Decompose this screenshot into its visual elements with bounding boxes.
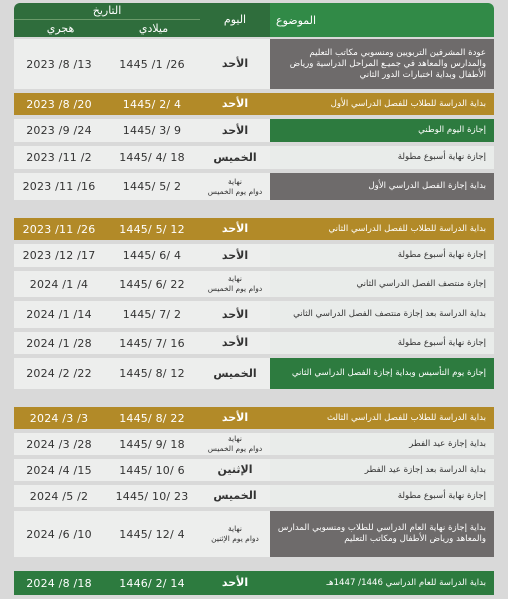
subject-cell: بداية الدراسة للطلاب للفصل الدراسي الثالث [270, 407, 494, 429]
day-name: نهاية [228, 524, 242, 533]
gregorian-date: 18/ 8/ 2024 [14, 571, 104, 595]
hijri-header: هجري [46, 21, 75, 35]
day-cell [200, 332, 270, 354]
subject-cell: إجازة نهاية أسبوع مطولة [270, 332, 494, 354]
hijri-date: 26/ 1/ 1445 [104, 39, 200, 89]
day-name: الإثنين [217, 463, 253, 476]
day-cell [200, 407, 270, 429]
hijri-date: 4 /2 /1445 [104, 93, 200, 115]
gregorian-date: 28/ 3/ 2024 [14, 433, 104, 455]
day-name: الأحد [221, 57, 249, 70]
day-cell [200, 511, 270, 557]
gregorian-date: 24/ 9/ 2023 [14, 119, 104, 142]
gregorian-header: ميلادي [138, 21, 169, 35]
date-header-title: التاريخ [14, 3, 200, 20]
day-cell [200, 485, 270, 507]
day-cell [200, 459, 270, 481]
hijri-date: 22 /6 /1445 [104, 271, 200, 297]
subject-cell: بداية الدراسة للطلاب للفصل الدراسي الثاني [270, 218, 494, 240]
hijri-date: 9 /3 /1445 [104, 119, 200, 142]
gregorian-date: 26/ 11/ 2023 [14, 218, 104, 240]
subject-cell: إجازة نهاية أسبوع مطولة [270, 485, 494, 507]
subject-cell: إجازة نهاية أسبوع مطولة [270, 244, 494, 267]
day-name: الأحد [221, 411, 249, 424]
day-cell [200, 271, 270, 297]
hijri-date: 12 /5 /1445 [104, 218, 200, 240]
hijri-date: 4 /6 /1445 [104, 244, 200, 267]
subject-cell: بداية الدراسة للعام الدراسي 1446/ 1447هـ [270, 571, 494, 595]
hijri-date: 18 /9 /1445 [104, 433, 200, 455]
day-name: الأحد [221, 248, 249, 262]
gregorian-date: 4/ 1/ 2024 [14, 271, 104, 297]
table-row [14, 218, 494, 240]
hijri-date: 12 /8 /1445 [104, 358, 200, 389]
day-name: الأحد [221, 222, 249, 235]
table-row [14, 571, 494, 595]
table-row [14, 485, 494, 507]
day-name: الأحد [221, 336, 249, 349]
day-cell [200, 571, 270, 595]
day-name: الأحد [221, 576, 249, 589]
table-row [14, 173, 494, 200]
table-row [14, 146, 494, 169]
day-note: دوام يوم الخميس [207, 444, 263, 453]
day-cell [200, 244, 270, 267]
day-cell [200, 146, 270, 169]
section-divider [14, 393, 494, 407]
day-name: الأحد [221, 307, 249, 321]
day-note: دوام يوم الخميس [207, 284, 263, 293]
day-cell [200, 433, 270, 455]
hijri-date: 4 /12 /1445 [104, 511, 200, 557]
subject-cell: إجازة منتصف الفصل الدراسي الثاني [270, 271, 494, 297]
day-name: الخميس [213, 150, 257, 164]
table-header [14, 3, 494, 37]
gregorian-date: 2/ 11/ 2023 [14, 146, 104, 169]
gregorian-date: 10/ 6/ 2024 [14, 511, 104, 557]
subject-cell: إجازة اليوم الوطني [270, 119, 494, 142]
day-name: نهاية [228, 274, 242, 283]
day-cell [200, 119, 270, 142]
hijri-date: 16 /7 /1445 [104, 332, 200, 354]
day-name: الخميس [213, 489, 257, 502]
gregorian-date: 28/ 1/ 2024 [14, 332, 104, 354]
day-name: نهاية [228, 176, 242, 186]
subject-cell: بداية الدراسة للطلاب للفصل الدراسي الأول [270, 93, 494, 115]
hijri-date: 18 /4 /1445 [104, 146, 200, 169]
table-row [14, 39, 494, 89]
subject-cell: بداية إجازة عيد الفطر [270, 433, 494, 455]
table-row [14, 433, 494, 455]
day-note: دوام يوم الإثنين [211, 534, 259, 543]
day-cell [200, 218, 270, 240]
day-cell [200, 358, 270, 389]
gregorian-date: 3/ 3/ 2024 [14, 407, 104, 429]
gregorian-date: 17/ 12/ 2023 [14, 244, 104, 267]
table-row [14, 511, 494, 557]
subject-header: الموضوع [270, 3, 494, 37]
day-cell [200, 301, 270, 328]
day-name: الأحد [221, 97, 249, 110]
subject-cell: عودة المشرفين التربويين ومنسوبي مكاتب التعليم والمدارس والمعاهد في جميـع المراحل الدراسية ورياض الأطفال وبداية اختبارات الدور الثاني [270, 39, 494, 89]
gregorian-date: 20/ 8/ 2023 [14, 93, 104, 115]
calendar-table [14, 3, 494, 599]
table-row [14, 301, 494, 328]
table-row [14, 93, 494, 115]
hijri-date: 2 /7 /1445 [104, 301, 200, 328]
day-name: الأحد [221, 123, 249, 137]
day-header: اليوم [200, 3, 270, 37]
subject-cell: إجازة يوم التأسيس وبداية إجازة الفصل الدراسي الثاني [270, 358, 494, 389]
table-row [14, 119, 494, 142]
hijri-date: 14 /2 /1446 [104, 571, 200, 595]
date-header [14, 3, 200, 37]
gregorian-date: 22/ 2/ 2024 [14, 358, 104, 389]
table-row [14, 358, 494, 389]
subject-cell: بداية إجازة نهاية العام الدراسي للطلاب ومنسوبي المدارس والمعاهد ورياض الأطفال ومكاتب التعليم [270, 511, 494, 557]
hijri-date: 6 /10 /1445 [104, 459, 200, 481]
table-row [14, 332, 494, 354]
gregorian-date: 13/ 8/ 2023 [14, 39, 104, 89]
subject-cell: بداية إجازة الفصل الدراسي الأول [270, 173, 494, 200]
gregorian-date: 16/ 11/ 2023 [14, 173, 104, 200]
day-name: الخميس [213, 366, 257, 380]
subject-cell: بداية الدراسة بعد إجازة منتصف الفصل الدراسي الثاني [270, 301, 494, 328]
day-cell [200, 93, 270, 115]
day-note: دوام يوم الخميس [207, 186, 263, 196]
table-row [14, 244, 494, 267]
hijri-date: 22 /8 /1445 [104, 407, 200, 429]
section-divider [14, 204, 494, 218]
hijri-date: 2 /5 /1445 [104, 173, 200, 200]
table-row [14, 459, 494, 481]
gregorian-date: 15/ 4/ 2024 [14, 459, 104, 481]
hijri-date: 23 /10 /1445 [104, 485, 200, 507]
gregorian-date: 2/ 5/ 2024 [14, 485, 104, 507]
subject-cell: إجازة نهاية أسبوع مطولة [270, 146, 494, 169]
day-name: نهاية [228, 434, 242, 443]
section-divider [14, 561, 494, 571]
gregorian-date: 14/ 1/ 2024 [14, 301, 104, 328]
subject-cell: بداية الدراسة بعد إجازة عيد الفطر [270, 459, 494, 481]
table-row [14, 271, 494, 297]
day-cell [200, 173, 270, 200]
day-cell [200, 39, 270, 89]
table-row [14, 407, 494, 429]
